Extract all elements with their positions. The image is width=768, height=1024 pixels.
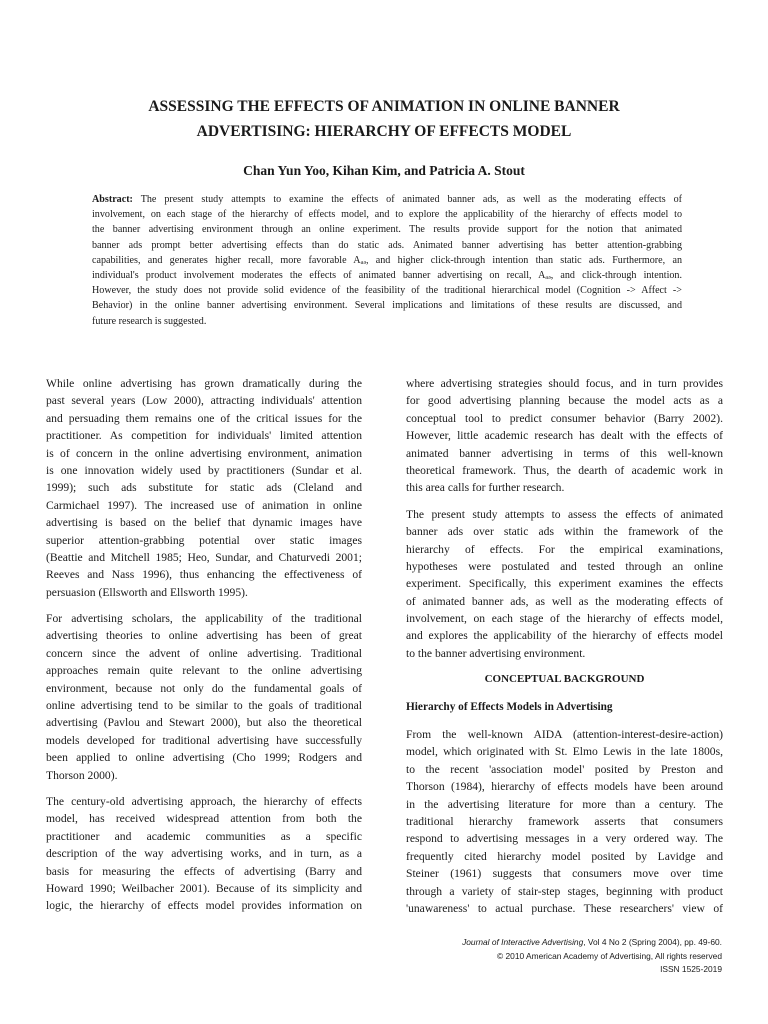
body-line: While online advertising has grown dramatically during the — [46, 377, 362, 390]
title-line: ASSESSING THE EFFECTS OF ANIMATION IN ONLINE BANNER — [148, 98, 620, 115]
body-paragraph — [46, 375, 362, 601]
body-line: through a variety of stair-step stages, beginning with product — [406, 884, 723, 898]
copyright-line: © 2010 American Academy of Advertising, All rights reserved — [497, 950, 722, 961]
abstract — [92, 192, 682, 329]
abstract-label: Abstract: — [92, 194, 133, 205]
body-line: experiment. Specifically, this experiment examines the effects — [406, 577, 723, 591]
body-line: 1999); such ads substitute for static ads (Cleland and — [46, 481, 362, 495]
body-paragraph — [46, 610, 362, 784]
right-column-body — [406, 375, 723, 662]
body-line: traditional hierarchy framework asserts that consumers — [406, 814, 723, 828]
body-line: to the banner advertising environment. — [406, 646, 586, 660]
body-line: The present study attempts to assess the effects of animated — [406, 507, 723, 521]
body-line: Steiner (1961) suggests that consumers move over time — [406, 867, 723, 881]
body-line: models developed for traditional advertising have successfully — [46, 733, 362, 747]
abstract-line: involvement, on each stage of the hierarchy of effects model, and to explore the applicability of the hierarchy of effects model to — [92, 209, 682, 221]
body-line: this area calls for further research. — [406, 481, 565, 495]
body-line: 'unawareness' to actual purchase. These researchers' view of — [406, 901, 723, 915]
abstract-line: However, the study does not provide solid evidence of the feasibility of the traditional hierarchical model (Cognition -> Affect -> — [92, 285, 682, 297]
body-paragraph — [406, 375, 723, 497]
body-line: is of concern in the online advertising environment, animation — [46, 446, 362, 460]
body-line: banner ads over static ads within the framework of the — [406, 525, 723, 539]
body-line: online advertising tend to be similar to the goals of traditional — [46, 699, 362, 713]
body-line: and persuading them remains one of the critical issues for the — [46, 411, 362, 425]
abstract-text: The present study attempts to examine the effects of animated banner ads, as well as the moderating effects of — [132, 194, 682, 205]
body-line: Reeves and Nass 1996), thus enhancing the effectiveness of — [46, 568, 362, 582]
body-line: model, which originated with St. Elmo Lewis in the late 1800s, — [406, 745, 723, 759]
body-line: advertising (Pavlou and Stewart 2000), but also the theoretical — [46, 716, 362, 730]
body-line: model, has received widespread attention from both the — [46, 812, 362, 826]
abstract-line: banner ads prompt better advertising effects than do static ads. Animated banner advertising has better attention-grabbing — [92, 239, 682, 251]
journal-name: Journal of Interactive Advertising — [462, 937, 584, 947]
body-line: and explores the applicability of the hierarchy of effects model — [406, 629, 723, 643]
body-paragraph — [46, 793, 362, 915]
body-line: for good advertising planning because the model acts as a — [406, 394, 723, 408]
body-line: Thorson (1984), hierarchy of effects models have been around — [406, 780, 723, 794]
abstract-line: capabilities, and generates higher recall, more favorable Aₐₔ, and higher click-through intention than static ads. Furthermore, an — [92, 254, 682, 266]
body-line: respond to advertising messages in a very ordered way. The — [406, 832, 723, 846]
body-line: advertising theories to online advertising has been of great — [46, 629, 362, 643]
body-line: However, little academic research has dealt with the effects of — [406, 429, 723, 443]
abstract-line: Behavior) in the online banner advertising environment. Several implications and limitations of these results are discussed, and — [92, 300, 682, 312]
abstract-line: the banner advertising environment through an online experiment. The results provide support for the notion that animated — [92, 224, 682, 236]
body-line: in the advertising literature for more than a century. The — [406, 797, 723, 811]
body-paragraph — [406, 726, 723, 917]
left-column — [46, 375, 362, 924]
body-line: description of the way advertising works, and in turn, as a — [46, 847, 362, 861]
body-paragraph — [406, 506, 723, 663]
body-line: hierarchy of effects. For the empirical examinations, — [406, 542, 723, 556]
subsection-heading: Hierarchy of Effects Models in Advertising — [406, 700, 613, 713]
citation-line — [322, 936, 722, 950]
body-line: theoretical framework. Thus, the dearth of academic work in — [406, 463, 723, 477]
body-line: approaches remain quite relevant to the online advertising — [46, 664, 362, 678]
body-line: For advertising scholars, the applicability of the traditional — [46, 612, 362, 626]
body-line: Carmichael 1997). The increased use of animation in online — [46, 498, 362, 512]
body-line: conceptual tool to predict consumer behavior (Barry 2002). — [406, 411, 723, 425]
right-column-body — [406, 726, 723, 917]
paper-title — [60, 94, 708, 144]
body-line: superior attention-grabbing potential over static images — [46, 533, 362, 547]
body-line: persuasion (Ellsworth and Ellsworth 1995). — [46, 585, 248, 599]
body-line: been applied to online advertising (Cho 1999; Rodgers and — [46, 751, 362, 765]
abstract-line: individual's product involvement moderates the effects of animated banner advertising on recall, Aₐₔ, and click-through intention. — [92, 269, 682, 281]
body-line: frequently cited hierarchy model posited by Lavidge and — [406, 849, 723, 863]
body-line: (Beattie and Mitchell 1985; Heo, Sundar, and Chaturvedi 2001; — [46, 550, 362, 564]
body-line: of animated banner ads, as well as the moderating effects of — [406, 594, 723, 608]
issn-line: ISSN 1525-2019 — [660, 964, 722, 974]
body-line: animated banner advertising in terms of this well-known — [406, 446, 723, 460]
right-column — [406, 375, 723, 926]
abstract-line — [92, 192, 682, 207]
body-line: practitioner. As competition for individuals' limited attention — [46, 429, 362, 443]
body-line: to the recent 'association model' posited by Preston and — [406, 762, 723, 776]
journal-footer — [322, 936, 722, 977]
section-heading: CONCEPTUAL BACKGROUND — [484, 673, 645, 686]
body-line: involvement, on each stage of the hierarchy of effects model, — [406, 612, 723, 626]
body-line: The century-old advertising approach, the hierarchy of effects — [46, 794, 362, 808]
body-line: advertising is based on the belief that dynamic images have — [46, 516, 362, 530]
body-line: past several years (Low 2000), attracting individuals' attention — [46, 394, 362, 408]
author-list: Chan Yun Yoo, Kihan Kim, and Patricia A. Stout — [243, 163, 525, 178]
body-line: practitioner and academic communities as a specific — [46, 829, 362, 843]
body-line: Thorson 2000). — [46, 768, 118, 782]
body-line: From the well-known AIDA (attention-interest-desire-action) — [406, 728, 723, 742]
body-line: hypotheses were postulated and tested through an online — [406, 559, 723, 573]
body-line: environment, because not only do the fundamental goals of — [46, 681, 362, 695]
body-line: is one innovation widely used by practitioners (Sundar et al. — [46, 463, 362, 477]
body-line: logic, the hierarchy of effects model provides information on — [46, 899, 362, 913]
abstract-line: future research is suggested. — [92, 315, 207, 327]
title-line: ADVERTISING: HIERARCHY OF EFFECTS MODEL — [196, 123, 572, 140]
body-line: Howard 1990; Weilbacher 2001). Because of its simplicity and — [46, 881, 362, 895]
journal-citation: , Vol 4 No 2 (Spring 2004), pp. 49-60. — [583, 937, 722, 947]
body-line: where advertising strategies should focus, and in turn provides — [406, 377, 723, 390]
body-line: concern since the advent of online advertising. Traditional — [46, 646, 362, 660]
body-line: basis for measuring the effects of advertising (Barry and — [46, 864, 362, 878]
